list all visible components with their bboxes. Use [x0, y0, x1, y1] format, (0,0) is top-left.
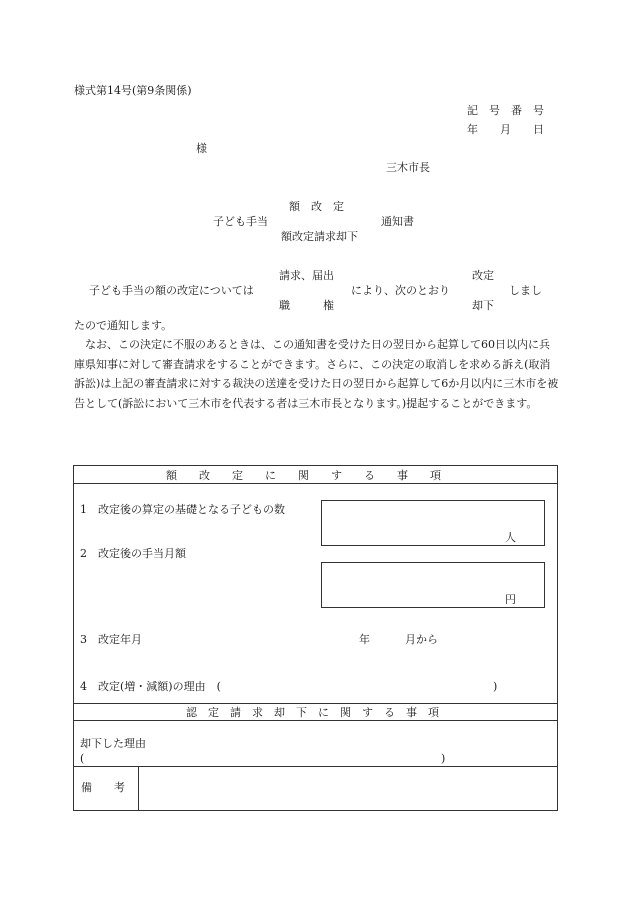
section2-top-divider: [73, 703, 558, 704]
remarks-column-divider: [138, 766, 139, 811]
rejection-reason-close-paren: ): [441, 752, 446, 765]
section1-header-divider: [73, 483, 558, 484]
remarks-field[interactable]: [140, 768, 556, 809]
monthly-amount-unit: 円: [505, 593, 516, 606]
item4-close-paren: ): [493, 680, 498, 693]
basis-option-bottom: 職 権: [279, 299, 334, 312]
issuer-name: 三木市長: [386, 161, 430, 174]
rejection-reason-open-paren: (: [80, 752, 85, 765]
date-label: 年 月 日: [467, 123, 544, 136]
decision-lead: 子ども手当の額の改定については: [89, 284, 254, 297]
revision-month-from-label: 月から: [405, 633, 438, 646]
item4-label: 4 改定(増・減額)の理由 (: [80, 680, 221, 693]
section2-header: 認 定 請 求 却 下 に 関 す る 事 項: [186, 706, 439, 719]
result-option-bottom: 却下: [472, 299, 494, 312]
item1-label: 1 改定後の算定の基礎となる子どもの数: [80, 503, 285, 516]
remarks-label: 備 考: [81, 781, 125, 794]
title-line3: 額改定請求却下: [281, 230, 358, 243]
section2-header-divider: [73, 720, 558, 721]
result-option-top: 改定: [472, 269, 494, 282]
title-line1: 額 改 定: [289, 200, 344, 213]
item3-label: 3 改定年月: [80, 633, 142, 646]
item2-label: 2 改定後の手当月額: [80, 547, 186, 560]
appeal-notice: [74, 335, 560, 413]
form-id: 様式第14号(第9条関係): [74, 84, 192, 97]
decision-middle: により、次のとおり: [351, 284, 450, 297]
appeal-notice-text: なお、この決定に不服のあるときは、この通知書を受けた日の翌日から起算して60日以内に兵庫県知事に対して審査請求をすることができます。さらに、この決定の取消しを求める訴え(取消訴訟)は上記の審査請求に対する裁決の送達を受けた日の翌日から起算して6か月以内に三木市を被告として(訴訟において三木市を代表する者は三木市長となります。)提起することができます。: [74, 338, 559, 410]
basis-option-top: 請求、届出: [279, 269, 334, 282]
rejection-reason-label: 却下した理由: [80, 737, 146, 750]
addressee-suffix: 様: [196, 142, 207, 155]
revision-year-label: 年: [359, 633, 370, 646]
remarks-top-divider: [73, 766, 558, 767]
decision-continuation: たので通知します。: [74, 319, 173, 332]
title-suffix: 通知書: [381, 215, 414, 228]
decision-end: しまし: [509, 284, 542, 297]
section1-header: 額 改 定 に 関 す る 事 項: [166, 469, 441, 482]
child-count-unit: 人: [505, 531, 516, 544]
title-prefix: 子ども手当: [213, 215, 268, 228]
record-number-label: 記 号 番 号: [467, 104, 544, 117]
